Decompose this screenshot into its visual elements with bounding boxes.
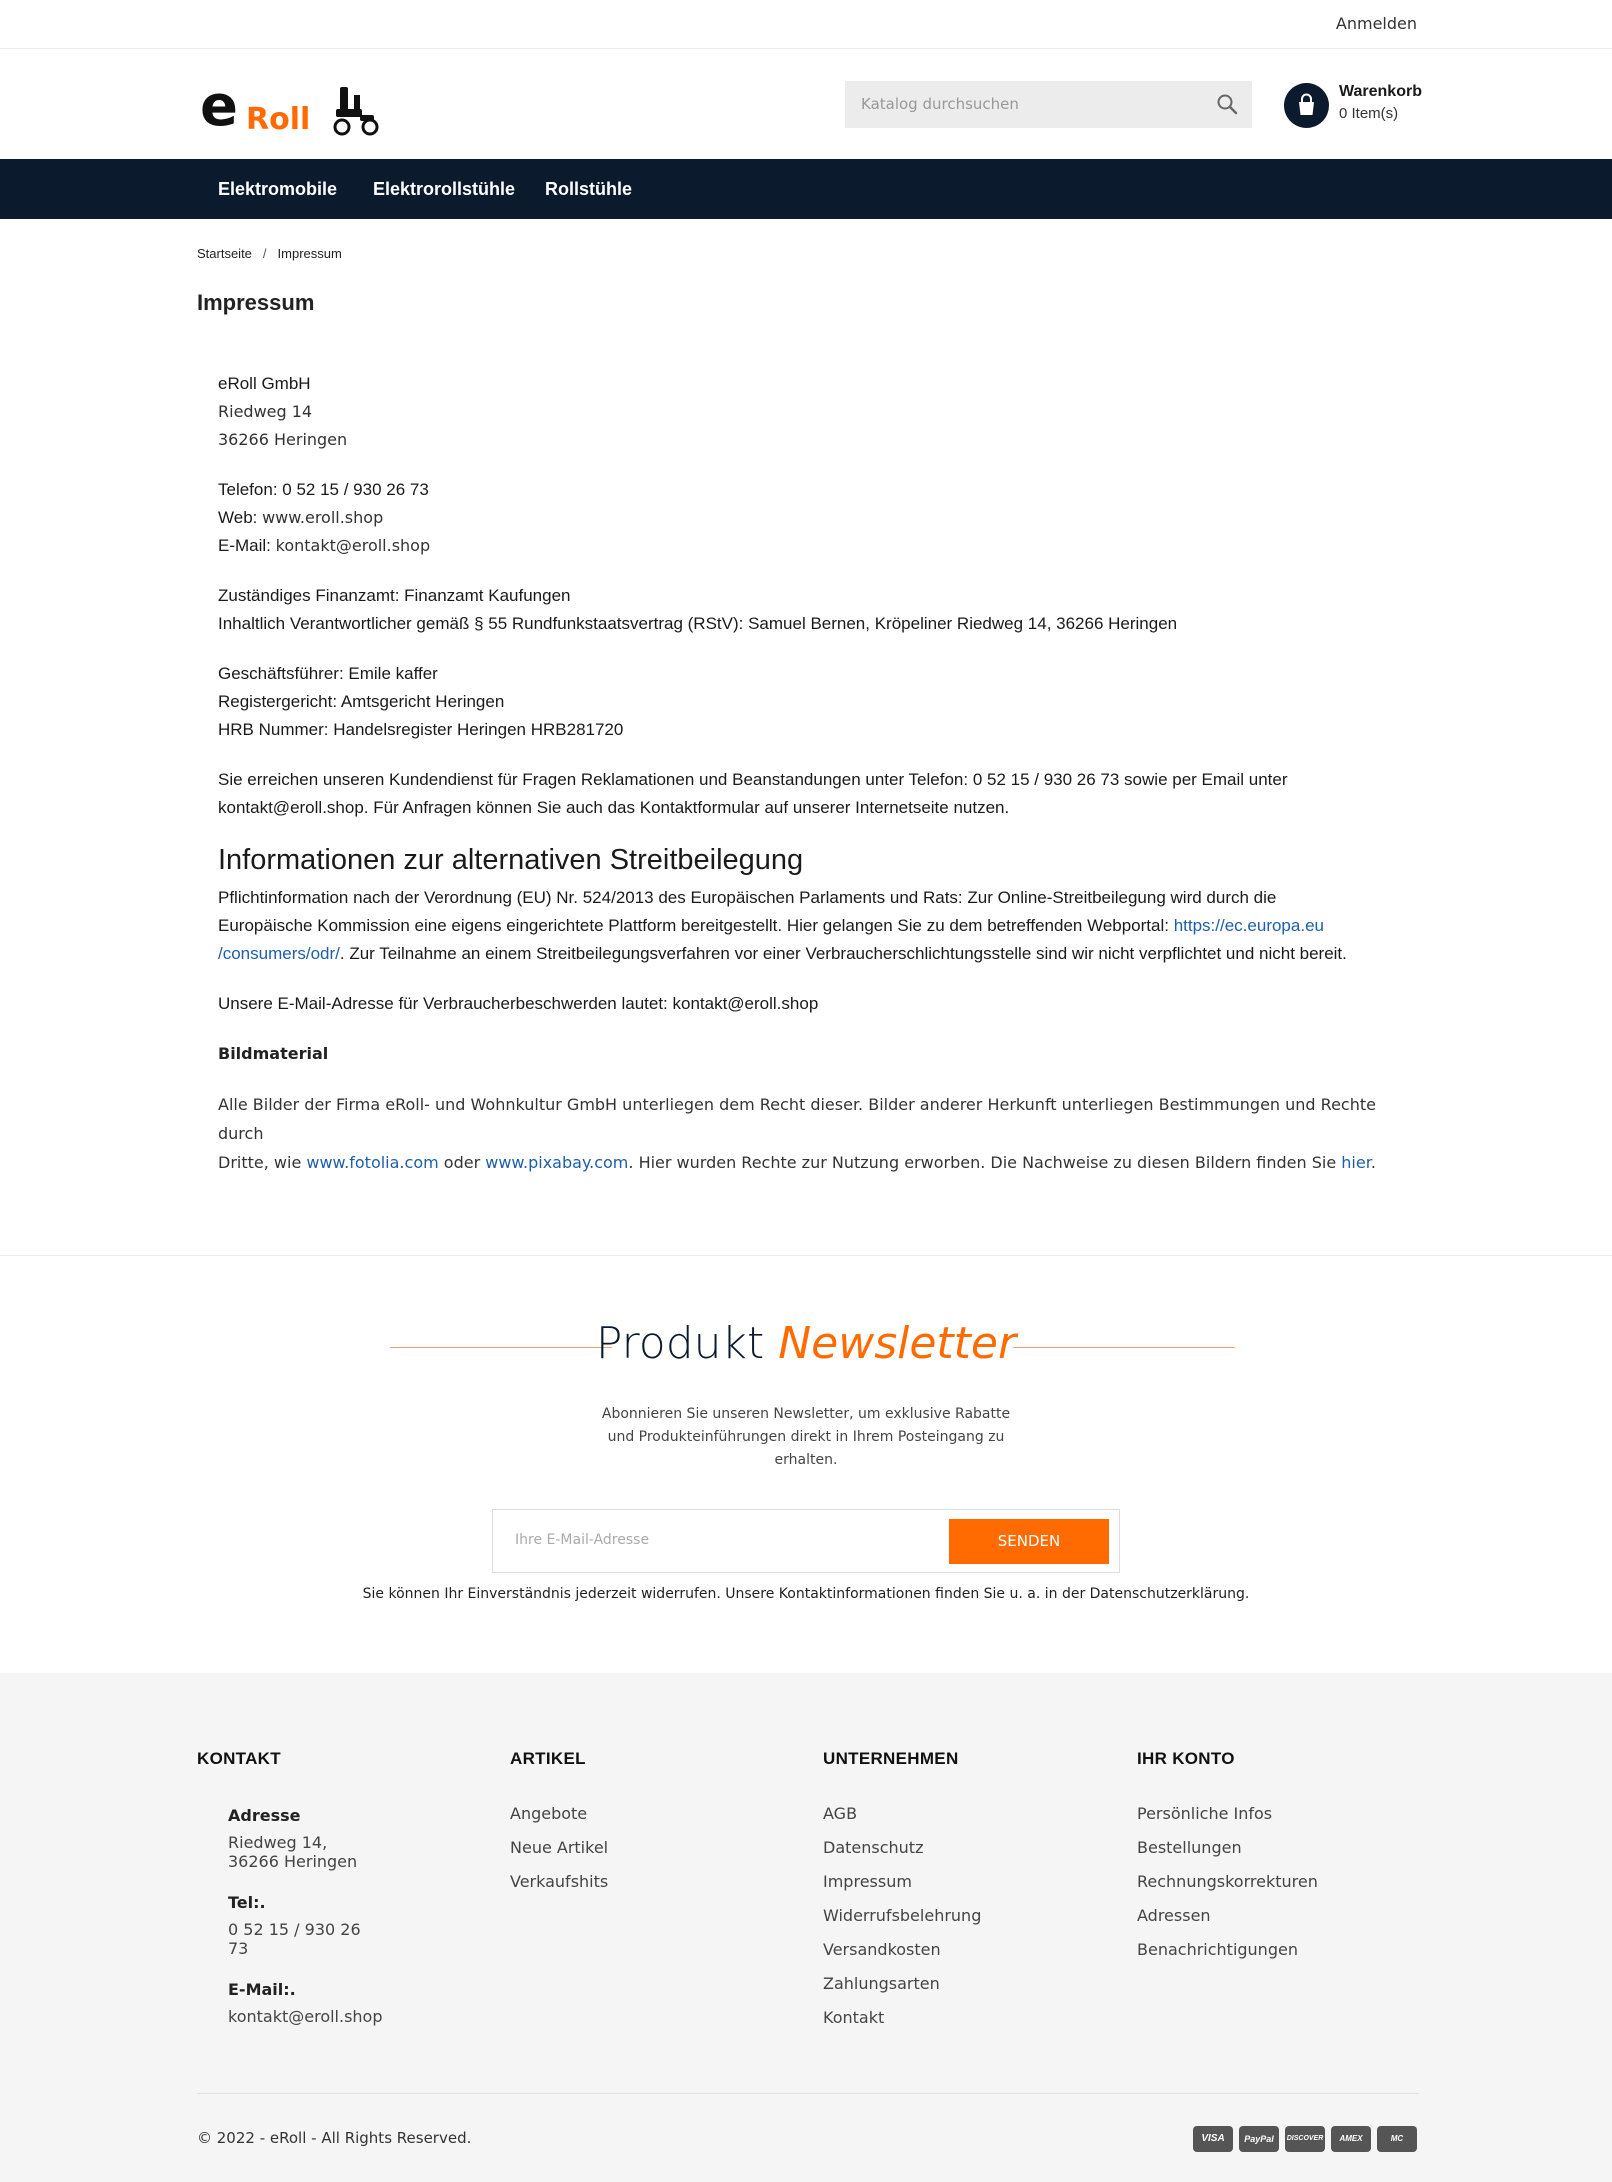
bild-text-b: oder <box>438 1153 486 1172</box>
footer-link-kontakt[interactable]: Kontakt <box>823 2008 885 2027</box>
newsletter-submit-button[interactable]: SENDEN <box>949 1519 1109 1564</box>
footer-col-unternehmen <box>823 1749 981 2042</box>
odr-link[interactable]: https://ec.europa.eu <box>1173 916 1324 935</box>
footer-link-zahlungsarten[interactable]: Zahlungsarten <box>823 1974 940 1993</box>
footer-head-unternehmen: UNTERNEHMEN <box>823 1749 959 1768</box>
breadcrumb-home[interactable]: Startseite <box>197 246 252 261</box>
footer-link-impressum[interactable]: Impressum <box>823 1872 912 1891</box>
footer-link-angebote[interactable]: Angebote <box>510 1804 588 1823</box>
impressum-content <box>218 370 1418 1177</box>
footer-tel: 0 52 15 / 930 26 73 <box>228 1920 361 1958</box>
discover-icon: DISCOVER <box>1285 2126 1325 2152</box>
footer-link-rechnungskorrekturen[interactable]: Rechnungskorrekturen <box>1137 1872 1318 1891</box>
service-line-2: kontakt@eroll.shop. Für Anfragen können Sie auch das Kontaktformular auf unserer Internetseite nutzen. <box>218 798 1010 817</box>
newsletter-email-input[interactable]: Ihre E-Mail-Adresse <box>515 1532 650 1548</box>
pixabay-link[interactable]: www.pixabay.com <box>485 1153 629 1172</box>
newsletter-description: Abonnieren Sie unseren Newsletter, um exklusive Rabatte und Produkteinführungen direkt in Ihrem Posteingang zu erhalten. <box>601 1406 1011 1468</box>
footer-email[interactable]: kontakt@eroll.shop <box>228 2007 383 2026</box>
footer-link-datenschutz[interactable]: Datenschutz <box>823 1838 924 1857</box>
footer-divider <box>197 2093 1419 2094</box>
footer-link-persoenliche-infos[interactable]: Persönliche Infos <box>1137 1804 1273 1823</box>
address-block <box>218 370 1418 454</box>
contact-block <box>218 476 1418 560</box>
bild-text-c: . Hier wurden Rechte zur Nutzung erworben. Die Nachweise zu diesen Bildern finden Sie <box>628 1153 1342 1172</box>
email-line <box>218 532 1418 560</box>
footer-head-artikel: ARTIKEL <box>510 1749 586 1768</box>
footer-col-kontakt <box>197 1749 383 2026</box>
newsletter-title-accent: Newsletter <box>778 1318 1017 1369</box>
footer-head-konto: IHR KONTO <box>1137 1749 1235 1768</box>
registergericht: Registergericht: Amtsgericht Heringen <box>218 692 505 711</box>
geschaeftsfuehrer: Geschäftsführer: Emile kaffer <box>218 664 438 683</box>
beschwerde-block <box>218 990 1418 1018</box>
visa-icon: VISA <box>1193 2126 1233 2152</box>
cart-title[interactable]: Warenkorb <box>1339 83 1422 100</box>
streit-line-2 <box>218 912 1418 940</box>
footer-link-widerrufsbelehrung[interactable]: Widerrufsbelehrung <box>823 1906 982 1925</box>
company-name: eRoll GmbH <box>218 374 311 393</box>
mastercard-icon: MC <box>1377 2126 1417 2152</box>
finanzamt: Zuständiges Finanzamt: Finanzamt Kaufungen <box>218 586 571 605</box>
web-link[interactable]: www.eroll.shop <box>262 508 384 527</box>
eroll-logo[interactable] <box>200 79 380 139</box>
bild-line-2 <box>218 1148 1418 1177</box>
fotolia-link[interactable]: www.fotolia.com <box>306 1153 439 1172</box>
phone: Telefon: 0 52 15 / 930 26 73 <box>218 480 429 499</box>
header <box>0 49 1612 159</box>
section-divider <box>0 1255 1612 1256</box>
email-label: E-Mail: <box>218 536 276 555</box>
search-icon[interactable] <box>1216 93 1238 115</box>
service-line-1: Sie erreichen unseren Kundendienst für Fragen Reklamationen und Beanstandungen unter Telefon: 0 52 15 / 930 26 73 sowie per Email unter <box>218 770 1288 789</box>
footer-col-artikel <box>510 1749 608 1906</box>
verantwortlich: Inhaltlich Verantwortlicher gemäß § 55 Rundfunkstaatsvertrag (RStV): Samuel Bernen, Kröpeliner Riedweg 14, 36266 Heringen <box>218 614 1178 633</box>
streit-block <box>218 884 1418 968</box>
footer-kontakt-details <box>228 1806 383 2048</box>
newsletter-title-plain: Produkt <box>595 1318 779 1369</box>
search-input[interactable] <box>845 81 1252 128</box>
newsletter-note: Sie können Ihr Einverständnis jederzeit widerrufen. Unsere Kontaktinformationen finden Sie u. a. in der Datenschutzerklärung. <box>362 1586 1250 1602</box>
nav-item-elektromobile[interactable]: Elektromobile <box>218 179 338 199</box>
web-label: Web: <box>218 508 263 527</box>
footer-col-konto <box>1137 1749 1318 1974</box>
register-block <box>218 660 1418 744</box>
city: 36266 Heringen <box>218 430 348 449</box>
bild-text-a: Dritte, wie <box>218 1153 307 1172</box>
breadcrumb-current: Impressum <box>277 246 342 261</box>
bild-text-d: . <box>1370 1153 1376 1172</box>
streit-line-3 <box>218 940 1418 968</box>
bild-block <box>218 1090 1418 1177</box>
beschwerde-line: Unsere E-Mail-Adresse für Verbraucherbeschwerden lautet: kontakt@eroll.shop <box>218 994 819 1013</box>
newsletter-title <box>0 1318 1612 1369</box>
footer-link-verkaufshits[interactable]: Verkaufshits <box>510 1872 609 1891</box>
login-link[interactable]: Anmelden <box>1335 14 1417 33</box>
footer-link-benachrichtigungen[interactable]: Benachrichtigungen <box>1137 1940 1298 1959</box>
cart-count: 0 Item(s) <box>1339 105 1399 122</box>
page-title: Impressum <box>197 290 315 315</box>
bild-heading: Bildmaterial <box>218 1044 329 1063</box>
nav-item-elektrorollstuehle[interactable]: Elektrorollstühle <box>373 179 516 199</box>
topbar <box>0 0 1612 49</box>
footer <box>0 1673 1612 2182</box>
breadcrumb-separator: / <box>262 246 267 261</box>
copyright: © 2022 - eRoll - All Rights Reserved. <box>197 2129 472 2147</box>
paypal-icon: PayPal <box>1239 2126 1279 2152</box>
shopping-bag-icon[interactable] <box>1284 83 1329 128</box>
footer-link-versandkosten[interactable]: Versandkosten <box>823 1940 941 1959</box>
hrb-nummer: HRB Nummer: Handelsregister Heringen HRB281720 <box>218 720 624 739</box>
web-line <box>218 504 1418 532</box>
footer-link-bestellungen[interactable]: Bestellungen <box>1137 1838 1242 1857</box>
footer-link-adressen[interactable]: Adressen <box>1137 1906 1211 1925</box>
footer-address-label: Adresse <box>228 1806 301 1825</box>
bild-line-1: Alle Bilder der Firma eRoll- und Wohnkultur GmbH unterliegen dem Recht dieser. Bilder anderer Herkunft unterliegen Bestimmungen und Rechte durch <box>218 1095 1376 1143</box>
service-block <box>218 766 1418 822</box>
streit-text-a: Europäische Kommission eine eigens eingerichtete Plattform bereitgestellt. Hier gelangen Sie zu dem betreffenden Webportal: <box>218 916 1174 935</box>
main-nav <box>0 159 1612 219</box>
svg-text:Roll: Roll <box>246 102 311 137</box>
footer-link-agb[interactable]: AGB <box>823 1804 858 1823</box>
hier-link[interactable]: hier <box>1341 1153 1371 1172</box>
breadcrumb <box>197 246 342 261</box>
streit-heading: Informationen zur alternativen Streitbeilegung <box>218 844 804 876</box>
email-link[interactable]: kontakt@eroll.shop <box>275 536 431 555</box>
newsletter-form <box>492 1509 1120 1573</box>
nav-item-rollstuehle[interactable]: Rollstühle <box>545 179 633 199</box>
footer-head-kontakt: KONTAKT <box>197 1749 281 1768</box>
streit-line-1: Pflichtinformation nach der Verordnung (EU) Nr. 524/2013 des Europäischen Parlaments und Rats: Zur Online-Streitbeilegung wird durch die <box>218 888 1277 907</box>
street: Riedweg 14 <box>218 402 313 421</box>
footer-link-neue-artikel[interactable]: Neue Artikel <box>510 1838 609 1857</box>
svg-text:e: e <box>200 79 238 139</box>
search-placeholder: Katalog durchsuchen <box>861 95 1019 113</box>
tax-block <box>218 582 1418 638</box>
amex-icon: AMEX <box>1331 2126 1371 2152</box>
footer-email-label: E-Mail:. <box>228 1980 296 1999</box>
streit-text-b: . Zur Teilnahme an einem Streitbeilegungsverfahren vor einer Verbraucherschlichtungsstelle sind wir nicht verpflichtet und nicht bereit. <box>339 944 1347 963</box>
odr-link-cont[interactable]: /consumers/odr/ <box>218 944 340 963</box>
footer-address: Riedweg 14, 36266 Heringen <box>228 1833 358 1871</box>
footer-tel-label: Tel:. <box>228 1893 266 1912</box>
